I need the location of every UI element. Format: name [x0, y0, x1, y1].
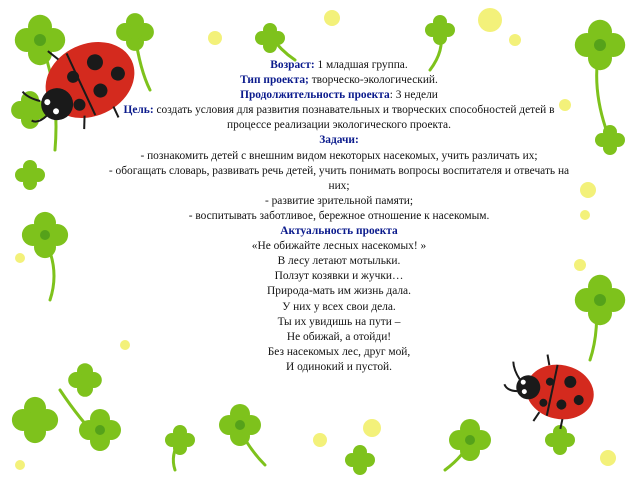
poem-line: И одинокий и пустой. [286, 360, 392, 373]
task-item: - обогащать словарь, развивать речь детей, учить понимать вопросы воспитателя и отвечать на них; [108, 164, 570, 192]
goal-line [100, 103, 578, 133]
poem-line: У них у всех свои дела. [282, 300, 396, 313]
project-text [100, 58, 578, 375]
poem-line: Ползут козявки и жучки… [274, 270, 404, 283]
age-value: 1 младшая группа. [314, 59, 408, 71]
poem-line: «Не обижайте лесных насекомых! » [251, 240, 427, 253]
type-value: творческо-экологический. [308, 74, 438, 87]
task-item: - воспитывать заботливое, бережное отношение к насекомым. [188, 209, 490, 222]
task-item: - развитие зрительной памяти; [264, 194, 414, 207]
goal-label: Цель: [123, 104, 154, 117]
age-line [100, 58, 578, 73]
relevance-header: Актуальность проекта [280, 225, 398, 238]
age-label: Возраст: [270, 59, 315, 71]
duration-value: : 3 недели [389, 89, 438, 102]
duration-label: Продолжительность проекта [240, 89, 390, 102]
poem-line: Без насекомых лес, друг мой, [267, 345, 411, 358]
poem-line: Ты их увидишь на пути – [277, 315, 401, 328]
type-line [100, 73, 578, 88]
poem-line: Природа-мать им жизнь дала. [267, 285, 411, 298]
type-label: Тип проекта; [240, 74, 309, 87]
poem-line: Не обижай, а отойди! [286, 330, 392, 343]
tasks-header: Задачи: [319, 134, 359, 147]
poem-line: В лесу летают мотыльки. [277, 255, 401, 268]
goal-value: создать условия для развития познавательных и творческих способностей детей в процессе реализации экологического проекта. [153, 104, 555, 132]
duration-line [100, 88, 578, 103]
task-item: - познакомить детей с внешним видом некоторых насекомых, учить различать их; [140, 149, 538, 162]
